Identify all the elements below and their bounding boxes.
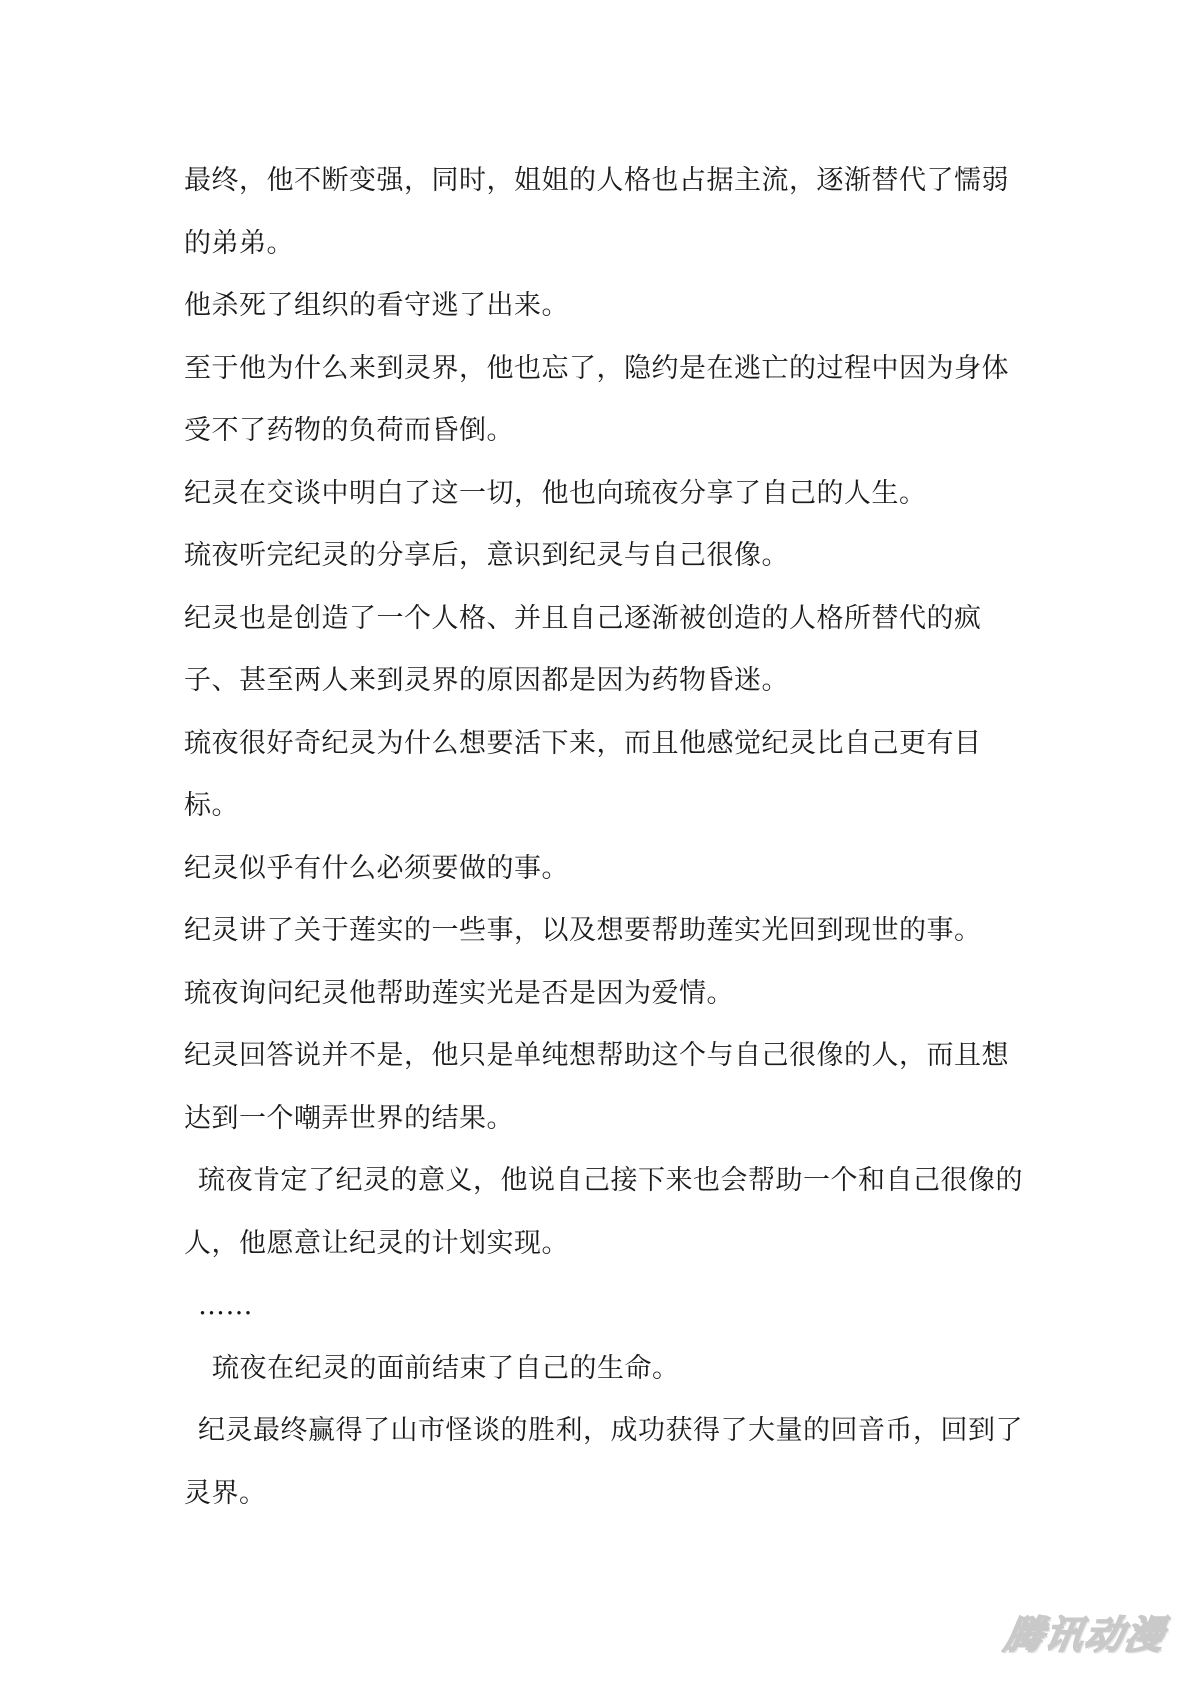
watermark-text: 腾讯动漫 (1001, 1612, 1170, 1657)
ellipsis-line: …… (198, 1290, 253, 1321)
paragraph-7: 琉夜很好奇纪灵为什么想要活下来，而且他感觉纪灵比自己更有目标。 (184, 727, 982, 821)
tencent-comics-watermark-logo (985, 1605, 1186, 1657)
paragraph-4: 纪灵在交谈中明白了这一切，他也向琉夜分享了自己的人生。 (184, 477, 927, 509)
paragraph-2: 他杀死了组织的看守逃了出来。 (184, 290, 569, 321)
paragraph-9: 纪灵讲了关于莲实的一些事，以及想要帮助莲实光回到现世的事。 (184, 915, 982, 946)
paragraph-12: 琉夜肯定了纪灵的意义，他说自己接下来也会帮助一个和自己很像的人，他愿意让纪灵的计划实现。 (184, 1165, 1023, 1259)
paragraph-3: 至于他为什么来到灵界，他也忘了，隐约是在逃亡的过程中因为身体受不了药物的负荷而昏倒。 (184, 352, 1009, 446)
paragraph-10: 琉夜询问纪灵他帮助莲实光是否是因为爱情。 (184, 977, 734, 1009)
paragraph-11: 纪灵回答说并不是，他只是单纯想帮助这个与自己很像的人，而且想达到一个嘲弄世界的结果。 (184, 1040, 1009, 1134)
paragraph-6: 纪灵也是创造了一个人格、并且自己逐渐被创造的人格所替代的疯子、甚至两人来到灵界的原因都是因为药物昏迷。 (184, 602, 982, 696)
paragraph-1: 最终，他不断变强，同时，姐姐的人格也占据主流，逐渐替代了懦弱的弟弟。 (184, 165, 1009, 259)
paragraph-8: 纪灵似乎有什么必须要做的事。 (184, 852, 569, 884)
paragraph-13: 琉夜在纪灵的面前结束了自己的生命。 (212, 1352, 680, 1384)
paragraph-14: 纪灵最终赢得了山市怪谈的胜利，成功获得了大量的回音币，回到了灵界。 (184, 1415, 1023, 1509)
paragraph-5: 琉夜听完纪灵的分享后，意识到纪灵与自己很像。 (184, 540, 789, 571)
story-text (184, 150, 1034, 1525)
